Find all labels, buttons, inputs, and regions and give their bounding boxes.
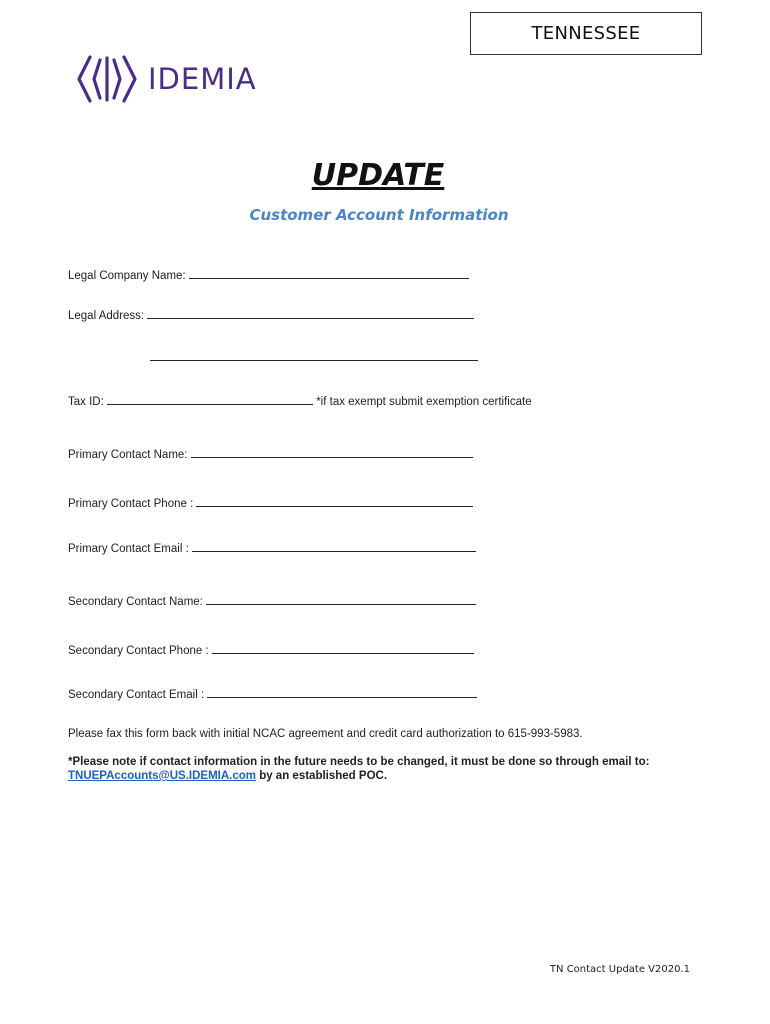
legal-company-name-blank[interactable] [189, 269, 469, 279]
change-notice-line-2 [68, 770, 387, 782]
legal-company-name-label: Legal Company Name: [68, 270, 186, 282]
tax-id-field[interactable] [68, 395, 532, 408]
primary-contact-email-blank[interactable] [192, 542, 476, 552]
secondary-contact-name-label: Secondary Contact Name: [68, 596, 203, 608]
state-label: TENNESSEE [531, 23, 641, 44]
idemia-logo-icon [76, 54, 138, 104]
form-title: UPDATE [311, 158, 445, 193]
change-notice-line-1: *Please note if contact information in the future needs to be changed, it must be done so through email to: [68, 756, 650, 768]
primary-contact-name-blank[interactable] [191, 448, 473, 458]
secondary-contact-phone-blank[interactable] [212, 644, 474, 654]
legal-address-line-2[interactable] [150, 351, 478, 364]
legal-address-blank-1[interactable] [147, 309, 474, 319]
footer-version: TN Contact Update V2020.1 [549, 964, 690, 975]
primary-contact-phone-label: Primary Contact Phone : [68, 498, 194, 510]
logo-wordmark: IDEMIA [148, 62, 257, 96]
primary-contact-phone-blank[interactable] [196, 497, 473, 507]
secondary-contact-email-label: Secondary Contact Email : [68, 689, 205, 701]
tax-id-label: Tax ID: [68, 396, 104, 408]
secondary-contact-phone-field[interactable] [68, 644, 474, 657]
secondary-contact-name-field[interactable] [68, 595, 476, 608]
primary-contact-email-label: Primary Contact Email : [68, 543, 189, 555]
tax-id-note: *if tax exempt submit exemption certificate [316, 396, 532, 408]
change-notice-suffix: by an established POC. [256, 770, 388, 782]
primary-contact-phone-field[interactable] [68, 497, 473, 510]
secondary-contact-name-blank[interactable] [206, 595, 476, 605]
legal-address-label: Legal Address: [68, 310, 145, 322]
idemia-logo [76, 54, 257, 104]
secondary-contact-email-field[interactable] [68, 688, 477, 701]
secondary-contact-phone-label: Secondary Contact Phone : [68, 645, 209, 657]
primary-contact-name-label: Primary Contact Name: [68, 449, 188, 461]
fax-instruction: Please fax this form back with initial NCAC agreement and credit card authorization to 615-993-5983. [68, 728, 583, 740]
secondary-contact-email-blank[interactable] [207, 688, 477, 698]
tax-id-blank[interactable] [107, 395, 313, 405]
contact-email-link[interactable]: TNUEPAccounts@US.IDEMIA.com [68, 770, 256, 782]
state-label-box [470, 12, 702, 55]
form-subtitle: Customer Account Information [249, 206, 509, 224]
legal-address-blank-2[interactable] [150, 351, 478, 361]
legal-address-field[interactable] [68, 309, 474, 322]
primary-contact-email-field[interactable] [68, 542, 476, 555]
primary-contact-name-field[interactable] [68, 448, 473, 461]
legal-company-name-field[interactable] [68, 269, 469, 282]
